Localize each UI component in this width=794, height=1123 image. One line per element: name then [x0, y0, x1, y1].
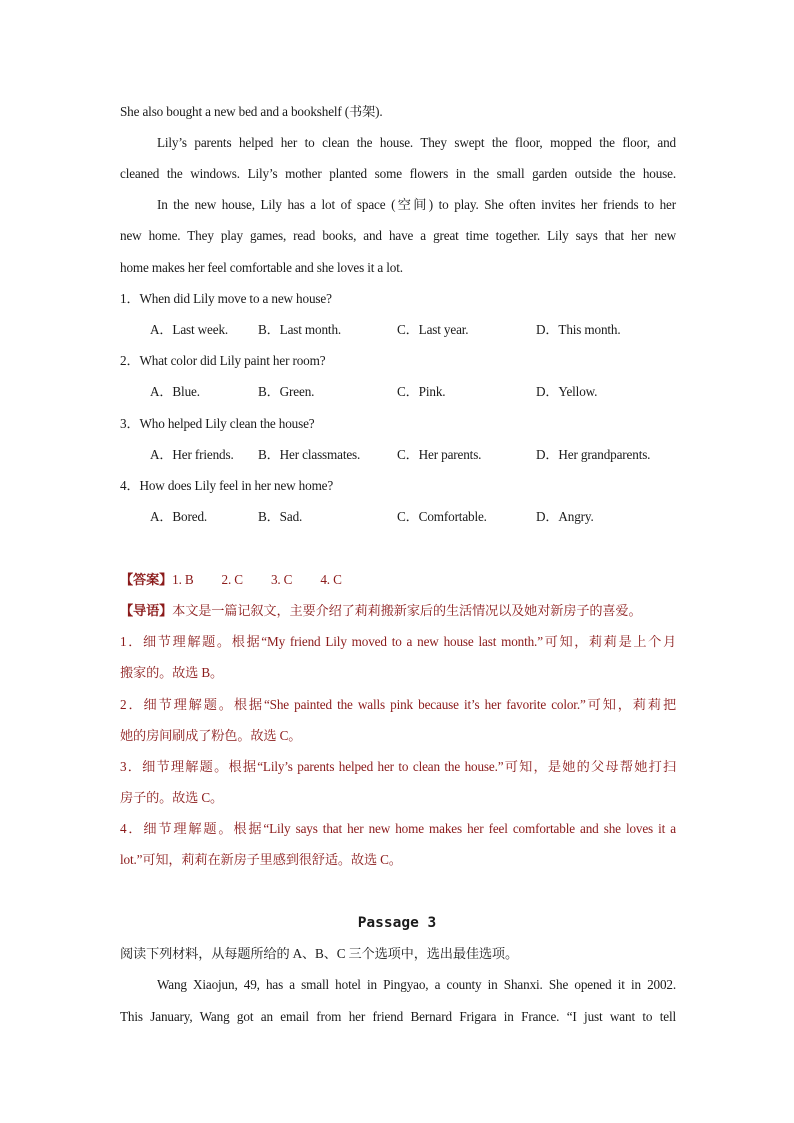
passage-line: This January, Wang got an email from her friend Bernard Frigara in France. “I just want to tell [120, 1009, 676, 1024]
passage-line: Lily’s parents helped her to clean the house. They swept the floor, mopped the floor, and [157, 135, 676, 150]
explanation-line: 房子的。故选 C。 [120, 790, 224, 805]
passage-line: cleaned the windows. Lily’s mother planted some flowers in the small garden outside the house. [120, 166, 676, 181]
answer-item: 2. C [221, 572, 243, 587]
passage-line: home makes her feel comfortable and she loves it a lot. [120, 260, 403, 275]
explanation-line: 搬家的。故选 B。 [120, 665, 224, 680]
question-option: D．Angry. [536, 509, 594, 524]
explanation-line: lot.”可知，莉莉在新房子里感到很舒适。故选 C。 [120, 852, 402, 867]
question-option: D．This month. [536, 322, 621, 337]
guide-label: 【导语】 [120, 603, 173, 618]
guide-intro-line [120, 601, 676, 621]
question-option: C．Pink. [397, 384, 446, 399]
question-option: C．Comfortable. [397, 509, 487, 524]
answer-item: 4. C [320, 572, 342, 587]
answer-item: 3. C [270, 572, 293, 587]
question-stem: 2．What color did Lily paint her room? [120, 353, 326, 368]
explanation-line: 3．细节理解题。根据“Lily’s parents helped her to clean the house.”可知，是她的父母帮她打扫 [120, 759, 676, 774]
question-stem: 1．When did Lily move to a new house? [120, 291, 332, 306]
question-option: D．Yellow. [536, 384, 598, 399]
question-option: B．Her classmates. [258, 447, 361, 462]
question-stem: 4．How does Lily feel in her new home? [120, 478, 334, 493]
explanation-line: 2．细节理解题。根据“She painted the walls pink because it’s her favorite color.”可知，莉莉把 [120, 697, 676, 712]
question-option: A．Blue. [150, 384, 200, 399]
question-option: B．Green. [258, 384, 315, 399]
explanation-line: 她的房间刷成了粉色。故选 C。 [120, 728, 302, 743]
question-option: C．Last year. [397, 322, 469, 337]
question-option: B．Sad. [258, 509, 303, 524]
explanation-line: 1．细节理解题。根据“My friend Lily moved to a new house last month.”可知，莉莉是上个月 [120, 634, 676, 649]
passage-line: She also bought a new bed and a bookshelf (书架). [120, 104, 383, 119]
answer-label: 【答案】 [120, 572, 173, 587]
question-option: B．Last month. [258, 322, 342, 337]
answer-line [120, 570, 676, 590]
passage-instruction: 阅读下列材料，从每题所给的 A、B、C 三个选项中，选出最佳选项。 [120, 946, 519, 961]
question-option: A．Bored. [150, 509, 208, 524]
question-option: C．Her parents. [397, 447, 482, 462]
passage-line: In the new house, Lily has a lot of space (空间) to play. She often invites her friends to her [157, 197, 676, 212]
passage-line: Wang Xiaojun, 49, has a small hotel in Pingyao, a county in Shanxi. She opened it in 2002. [157, 977, 676, 992]
answer-item: 1. B [172, 572, 194, 587]
question-option: A．Last week. [150, 322, 229, 337]
passage-title: Passage 3 [357, 915, 437, 931]
explanation-line: 4．细节理解题。根据“Lily says that her new home makes her feel comfortable and she loves it a [120, 821, 676, 836]
guide-intro: 本文是一篇记叙文，主要介绍了莉莉搬新家后的生活情况以及她对新房子的喜爱。 [172, 603, 642, 618]
question-option: A．Her friends. [150, 447, 234, 462]
passage-line: new home. They play games, read books, and have a great time together. Lily says that her new [120, 228, 676, 243]
question-stem: 3．Who helped Lily clean the house? [120, 416, 315, 431]
question-option: D．Her grandparents. [536, 447, 651, 462]
